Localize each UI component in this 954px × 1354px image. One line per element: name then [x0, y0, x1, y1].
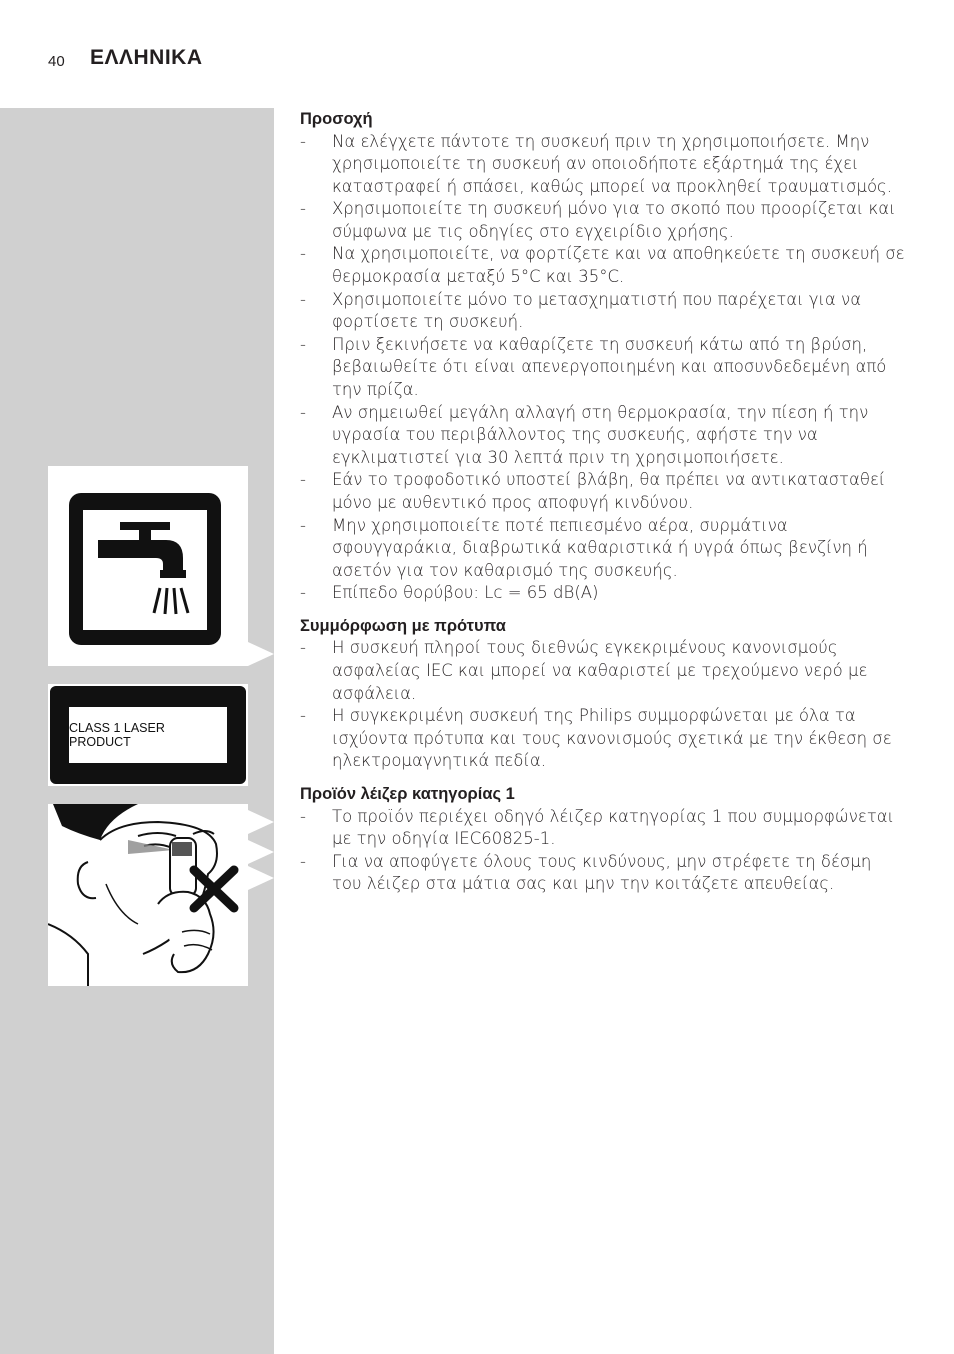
- tap-water-icon: [48, 466, 248, 666]
- laser-label-figure: [48, 684, 248, 786]
- list-item: - Το προϊόν περιέχει οδηγό λέιζερ κατηγορίας 1 που συμμορφώνεται με την οδηγία IEC60825-1.: [300, 806, 895, 849]
- compliance-list: [300, 637, 906, 773]
- list-item: - Να χρησιμοποιείτε, να φορτίζετε και να αποθηκεύετε τη συσκευή σε θερμοκρασία μεταξύ 5°C και 35°C.: [300, 244, 905, 287]
- shaver-warning-figure: [48, 804, 248, 986]
- list-item: - Χρησιμοποιείτε μόνο το μετασχηματιστή που παρέχεται για να φορτίσετε τη συσκευή.: [300, 289, 862, 332]
- list-item: - Πριν ξεκινήσετε να καθαρίζετε τη συσκευή κάτω από τη βρύση, βεβαιωθείτε ότι είναι απενεργοποιημένη και αποσυνδεδεμένη από την πρίζα.: [300, 334, 887, 400]
- section-title: Συμμόρφωση με πρότυπα: [300, 616, 506, 635]
- list-item: - Η συγκεκριμένη συσκευή της Philips συμμορφώνεται με όλα τα ισχύοντα πρότυπα και τους κανονισμούς σχετικά με την έκθεση σε ηλεκτρομαγνητικά πεδία.: [300, 706, 892, 771]
- laser-list: [300, 806, 906, 896]
- figure-pointer: [248, 810, 274, 834]
- section-title: Προϊόν λέιζερ κατηγορίας 1: [300, 785, 515, 804]
- shaver-eye-warning-icon: [48, 804, 248, 986]
- figure-pointer: [248, 642, 274, 666]
- laser-label-text: CLASS 1 LASER PRODUCT: [69, 707, 227, 763]
- figure-pointer: [248, 866, 274, 890]
- tap-figure: [48, 466, 248, 666]
- section-title: Προσοχή: [300, 110, 373, 128]
- list-item: - Η συσκευή πληροί τους διεθνώς εγκεκριμένους κανονισμούς ασφαλείας IEC και μπορεί να καθαριστεί με τρεχούμενο νερό με ασφάλεια.: [300, 638, 868, 703]
- list-item: - Επίπεδο θορύβου: Lc = 65 dB(A): [300, 583, 599, 603]
- main-content: [300, 108, 906, 906]
- section-compliance: [300, 615, 906, 773]
- language-title: ΕΛΛΗΝΙΚΑ: [90, 46, 203, 69]
- list-item: - Χρησιμοποιείτε τη συσκευή μόνο για το σκοπό που προορίζεται και σύμφωνα με τις οδηγίες στο εγχειρίδιο χρήσης.: [300, 199, 896, 241]
- laser-label-frame: [50, 686, 246, 784]
- section-caution: [300, 108, 906, 605]
- list-item: - Μην χρησιμοποιείτε ποτέ πεπιεσμένο αέρα, συρμάτινα σφουγγαράκια, διαβρωτικά καθαριστικά ή υγρά όπως βενζίνη ή ασετόν για τον καθαρισμό της συσκευής.: [300, 515, 868, 580]
- list-item: - Για να αποφύγετε όλους τους κινδύνους, μην στρέφετε τη δέσμη του λέιζερ στα μάτια σας και μην την κοιτάζετε απευθείας.: [300, 851, 872, 894]
- page-number: 40: [48, 53, 65, 70]
- section-laser: [300, 783, 906, 896]
- caution-list: [300, 131, 906, 605]
- list-item: - Αν σημειωθεί μεγάλη αλλαγή στη θερμοκρασία, την πίεση ή την υγρασία του περιβάλλοντος της συσκευής, αφήστε την να εγκλιματιστεί για 30 λεπτά πριν τη χρησιμοποιήσετε.: [300, 402, 869, 467]
- list-item: - Εάν το τροφοδοτικό υποστεί βλάβη, θα πρέπει να αντικατασταθεί μόνο με αυθεντικό προς αποφυγή κινδύνου.: [300, 470, 886, 512]
- figure-pointer: [248, 840, 274, 864]
- list-item: - Να ελέγχετε πάντοτε τη συσκευή πριν τη χρησιμοποιήσετε. Μην χρησιμοποιείτε τη συσκευή αν οποιοδήποτε εξάρτημά της έχει καταστραφεί ή σπάσει, καθώς μπορεί να προκληθεί τραυματισμός.: [300, 131, 892, 196]
